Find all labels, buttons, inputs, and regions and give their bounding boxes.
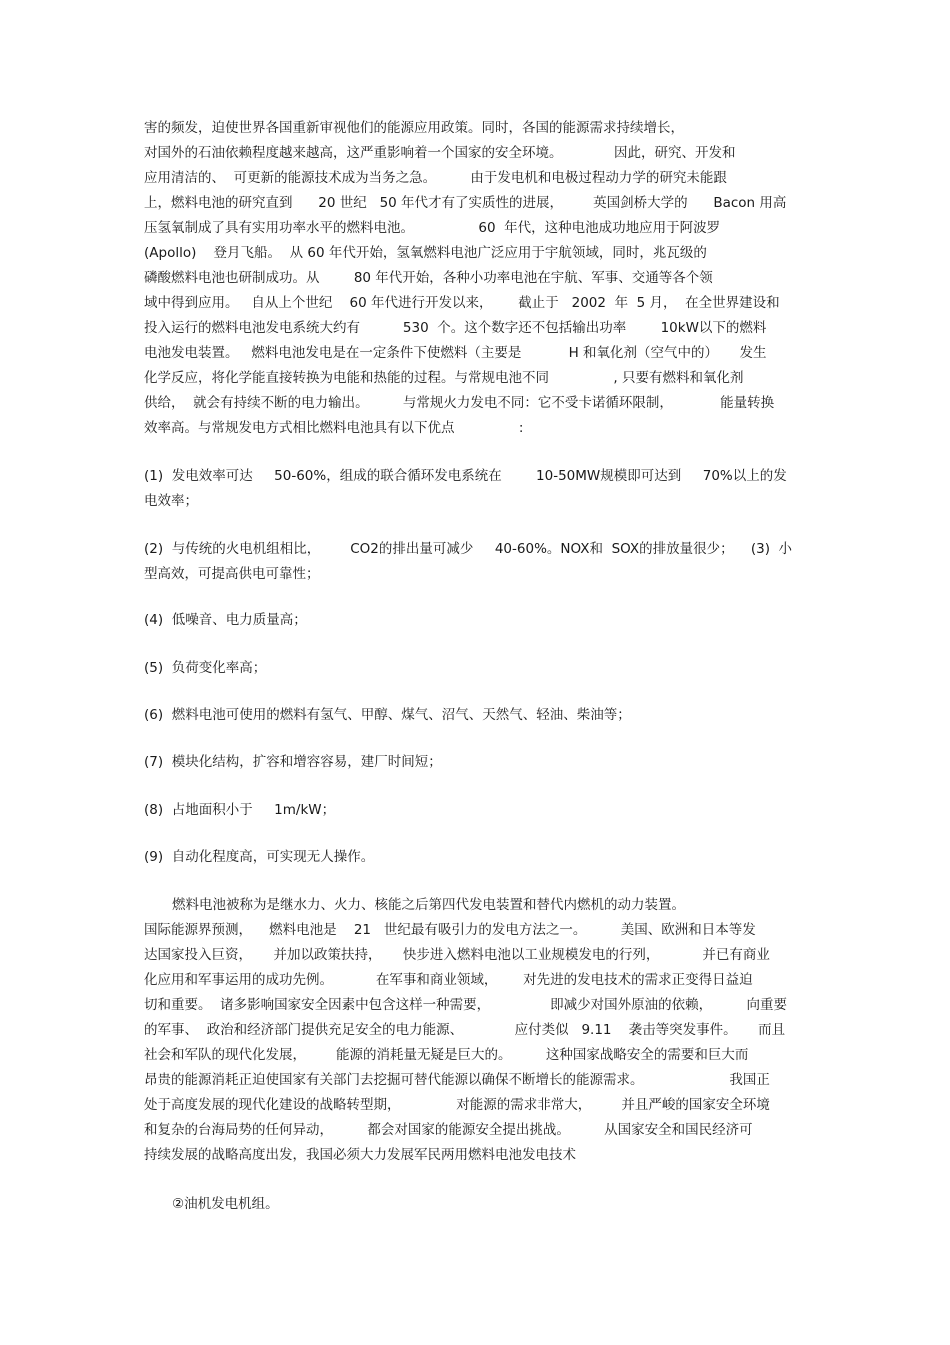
text-line: 处于高度发展的现代化建设的战略转型期， 对能源的需求非常大， 并且严峻的国家安全环境	[144, 1097, 770, 1113]
list-item-line: (6) 燃料电池可使用的燃料有氢气、甲醇、煤气、沼气、天然气、轻油、柴油等；	[144, 707, 631, 723]
text-line: 应用清洁的、 可更新的能源技术成为当务之急。 由于发电机和电极过程动力学的研究未能跟	[144, 170, 727, 186]
text-line: 昂贵的能源消耗正迫使国家有关部门去挖掘可替代能源以确保不断增长的能源需求。 我国正	[144, 1072, 770, 1088]
list-item-line: (7) 模块化结构，扩容和增容容易，建厂时间短；	[144, 754, 442, 770]
text-line: 上，燃料电池的研究直到 20 世纪 50 年代才有了实质性的进展， 英国剑桥大学的 Bacon 用高	[144, 195, 787, 211]
text-line: 压氢氧制成了具有实用功率水平的燃料电池。 60 年代，这种电池成功地应用于阿波罗	[144, 220, 721, 236]
text-line: 燃料电池被称为是继水力、火力、核能之后第四代发电装置和替代内燃机的动力装置。	[172, 897, 685, 913]
text-line: 切和重要。 诸多影响国家安全因素中包含这样一种需要， 即减少对国外原油的依赖， 向重要	[144, 997, 787, 1013]
text-line: 磷酸燃料电池也研制成功。从 80 年代开始，各种小功率电池在宇航、军事、交通等各个领	[144, 270, 713, 286]
list-item-line: (8) 占地面积小于 1m/kW；	[144, 802, 336, 818]
list-item-line: 电效率；	[144, 493, 198, 509]
list-item-line: (2) 与传统的火电机组相比， CO2的排出量可减少 40-60%。NOX和 SOX的排放量很少； (3) 小	[144, 541, 793, 557]
text-line: 效率高。与常规发电方式相比燃料电池具有以下优点 :	[144, 420, 524, 436]
text-line: 投入运行的燃料电池发电系统大约有 530 个。这个数字还不包括输出功率 10kW以下的燃料	[144, 320, 767, 336]
text-line: 和复杂的台海局势的任何异动， 都会对国家的能源安全提出挑战。 从国家安全和国民经济可	[144, 1122, 753, 1138]
text-line: 的军事、 政治和经济部门提供充足安全的电力能源、 应付类似 9.11 袭击等突发事件。 而且	[144, 1022, 786, 1038]
text-line: 持续发展的战略高度出发，我国必须大力发展军民两用燃料电池发电技术	[144, 1147, 576, 1163]
list-item-line: (1) 发电效率可达 50-60%，组成的联合循环发电系统在 10-50MW规模即可达到 70%以上的发	[144, 468, 787, 484]
text-line: 化学反应，将化学能直接转换为电能和热能的过程。与常规电池不同 , 只要有燃料和氧化剂	[144, 370, 744, 386]
list-item-line: (5) 负荷变化率高；	[144, 660, 267, 676]
text-line: 化应用和军事运用的成功先例。 在军事和商业领域， 对先进的发电技术的需求正变得日益迫	[144, 972, 753, 988]
text-line: 域中得到应用。 自从上个世纪 60 年代进行开发以来， 截止于 2002 年 5 月， 在全世界建设和	[144, 295, 780, 311]
text-line: (Apollo) 登月飞船。 从 60 年代开始，氢氧燃料电池广泛应用于宇航领域，同时，兆瓦级的	[144, 245, 707, 261]
text-line: 供给， 就会有持续不断的电力输出。 与常规火力发电不同：它不受卡诺循环限制， 能量转换	[144, 395, 775, 411]
list-item-line: (9) 自动化程度高，可实现无人操作。	[144, 849, 375, 865]
text-line: 电池发电装置。 燃料电池发电是在一定条件下使燃料（主要是 H 和氧化剂（空气中的） 发生	[144, 345, 767, 361]
text-line: 达国家投入巨资， 并加以政策扶持， 快步进入燃料电池以工业规模发电的行列， 并已有商业	[144, 947, 770, 963]
list-item-line: 型高效，可提高供电可靠性；	[144, 566, 320, 582]
text-line: 社会和军队的现代化发展， 能源的消耗量无疑是巨大的。 这种国家战略安全的需要和巨大而	[144, 1047, 749, 1063]
text-line: 国际能源界预测， 燃料电池是 21 世纪最有吸引力的发电方法之一。 美国、欧洲和日本等发	[144, 922, 756, 938]
text-line: 害的频发，迫使世界各国重新审视他们的能源应用政策。同时，各国的能源需求持续增长，	[144, 120, 684, 136]
list-item-line: (4) 低噪音、电力质量高；	[144, 612, 307, 628]
section-heading: ②油机发电机组。	[172, 1196, 279, 1212]
text-line: 对国外的石油依赖程度越来越高，这严重影响着一个国家的安全环境。 因此，研究、开发和	[144, 145, 736, 161]
